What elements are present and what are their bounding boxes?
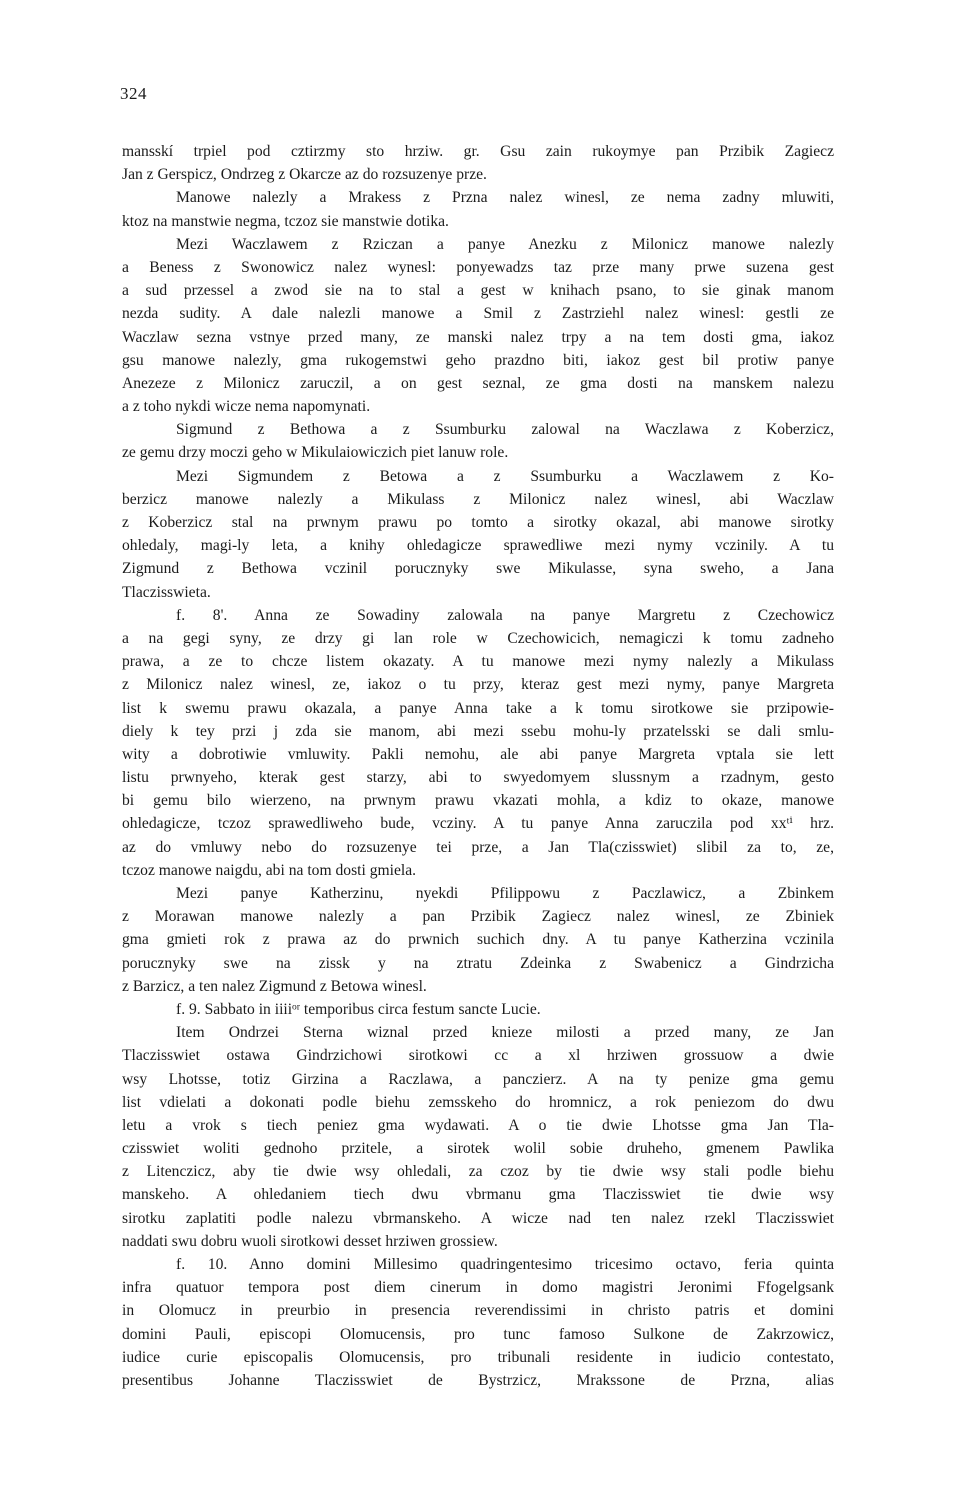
- text-line: list vdielati a dokonati podle biehu zemsskeho do hromnicz, a rok peniezom do dwu: [122, 1093, 834, 1111]
- text-line: z Koberzicz stal na prwnym prawu po tomto a sirotky okazal, abi manowe sirotky: [122, 514, 834, 531]
- text-line: Waczlaw sezna vstnye przed many, ze manski nalez trpy a na tem dosti gma, iakoz: [122, 328, 834, 346]
- text-line: czisswiet woliti gednoho przitele, a sirotek wolil sobie druheho, gmenem Pawlika: [122, 1140, 834, 1158]
- text-line: domini Pauli, episcopi Olomucensis, pro tunc famoso Sulkone de Zakrzowicz,: [122, 1325, 834, 1343]
- text-line: naddati swu dobru wuoli sirotkowi desset hrziwen grossiew.: [122, 1232, 498, 1250]
- text-line: Jan z Gerspicz, Ondrzeg z Okarcze az do rozsuzenye prze.: [122, 166, 487, 184]
- text-line: porucznyky swe na zissk y na ztratu Zdeinka z Swabenicz a Gindrzicha: [122, 954, 834, 972]
- text-line: prawa, a ze to chcze listem okazaty. A tu manowe mezi nymy nalezly a Mikulass: [122, 653, 834, 671]
- text-line: bi gemu bilo wierzeno, na prwnym prawu vkazati mohla, a kdiz to okaze, manowe: [122, 792, 834, 810]
- text-line: sirotku zaplatiti podle nalezu vbrmanskeho. A wicze nad ten nalez rzekl Tlaczisswiet: [122, 1209, 834, 1227]
- text-line: ohledaly, magi-ly leta, a knihy ohledagicze sprawedliwe mezi nymy vczinily. A tu: [122, 537, 834, 555]
- text-line: f. 8'. Anna ze Sowadiny zalowala na panye Margretu z Czechowicz: [176, 606, 834, 624]
- text-line: berzicz manowe nalezly a Mikulass z Milonicz nalez winesl, abi Waczlaw: [122, 490, 834, 508]
- text-line: Sigmund z Bethowa a z Ssumburku zalowal na Waczlawa z Koberzicz,: [176, 421, 834, 439]
- text-line: list k swemu prawu okazala, a panye Anna take a k tomu sirotkowe sie przipowie-: [122, 699, 834, 717]
- text-line: diely k tey przi j zda sie manom, abi mezi ssebu mohu-ly przatelsski se dali smlu-: [122, 722, 834, 740]
- text-line: Manowe nalezly a Mrakess z Przna nalez winesl, ze nema zadny mluwiti,: [176, 189, 834, 207]
- page-number: 324: [120, 84, 147, 103]
- text-line: a sud przessel a zwod sie na to stal a gest w knihach psano, to sie ginak manom: [122, 282, 834, 300]
- text-line: f. 10. Anno domini Millesimo quadringentesimo tricesimo octavo, feria quinta: [176, 1256, 834, 1273]
- text-line: nezda sudity. A dale nalezli manowe a Smil z Zastrziehl nalez winesl: gestli ze: [122, 305, 834, 323]
- text-line: z Litenczicz, aby tie dwie wsy ohledali, za czoz by tie dwie wsy stali podle biehu: [122, 1163, 834, 1181]
- text-line: mansskí trpiel pod cztirzmy sto hrziw. gr. Gsu zain rukoymye pan Przibik Zagiecz: [122, 143, 834, 160]
- text-line: tczoz manowe naigdu, abi na tom dosti gmiela.: [122, 861, 417, 879]
- text-line: Mezi Waczlawem z Rziczan a panye Anezku z Milonicz manowe nalezly: [176, 235, 834, 253]
- text-line: Item Ondrzei Sterna wiznal przed knieze milosti a przed many, ze Jan: [176, 1024, 834, 1042]
- text-line: iudice curie episcopalis Olomucensis, pro tribunali residente in iudicio contestato,: [122, 1348, 834, 1366]
- text-line: z Barzicz, a ten nalez Zigmund z Betowa winesl.: [122, 977, 427, 995]
- text-line: presentibus Johanne Tlaczisswiet de Bystrzicz, Mrakssone de Przna, alias: [122, 1371, 834, 1389]
- text-line: ze gemu drzy moczi geho w Mikulaiowiczich piet lanuw role.: [122, 444, 509, 462]
- text-line: in Olomucz in preurbio in presencia reverendissimi in christo patris et domini: [122, 1302, 834, 1320]
- text-line: Tlaczisswiet ostawa Gindrzichowi sirotkowi cc a xl hrziwen grossuow a dwie: [122, 1047, 834, 1065]
- text-line: Mezi Sigmundem z Betowa a z Ssumburku a Waczlawem z Ko-: [176, 467, 834, 485]
- text-line: z Morawan manowe nalezly a pan Przibik Zagiecz nalez winesl, ze Zbiniek: [122, 908, 834, 926]
- text-line: infra quatuor tempora post diem cinerum in domo magistri Jeronimi Ffogelgsank: [122, 1279, 834, 1297]
- text-line: wity a dobrotiwie vmluwity. Pakli nemohu, ale abi panye Margreta vptala sie lett: [122, 745, 834, 763]
- text-line: Zigmund z Bethowa vczinil porucznyky swe Mikulasse, syna sweho, a Jana: [122, 560, 834, 578]
- text-line: a na gegi syny, ze drzy gi lan role w Czechowicich, nemagiczi k tomu zadneho: [122, 629, 834, 647]
- text-line: f. 9. Sabbato in iiiiᵒʳ temporibus circa festum sancte Lucie.: [176, 1000, 541, 1018]
- text-line: listu prwnyeho, kterak gest starzy, abi to swyedomyem slussnym a rzadnym, gesto: [122, 769, 834, 787]
- text-line: az do vmluwy nebo do rozsuzenye tei prze, a Jan Tla(czisswiet) slibil za to, ze,: [122, 838, 834, 856]
- text-line: z Milonicz nalez winesl, ze, iakoz o tu przy, kteraz gest mezi nymy, panye Margreta: [122, 676, 834, 694]
- text-line: a Beness z Swonowicz nalez wynesl: ponyewadzs taz prze many prwe suzena gest: [122, 258, 834, 276]
- text-line: gsu manowe nalezly, gma rukogemstwi geho prazdno biti, iakoz gest bil protiw panye: [122, 351, 834, 369]
- text-line: gma gmieti rok z prawa az do prwnich suchich dny. A tu panye Katherzina vczinila: [122, 931, 834, 949]
- text-line: ohledagicze, tczoz sprawedliweho bude, vcziny. A tu panye Anna zaruczila pod xxᵗⁱ hrz.: [122, 815, 834, 833]
- text-line: a z toho nykdi wicze nema napomynati.: [122, 398, 371, 416]
- text-line: letu a vrok s tiech peniez gma wydawati. A o tie dwie Lhotsse gma Jan Tla-: [122, 1116, 834, 1134]
- text-line: wsy Lhotsse, totiz Girzina a Raczlawa, a panczierz. A na ty penize gma gemu: [122, 1070, 834, 1088]
- text-line: Tlaczisswieta.: [122, 583, 211, 601]
- body-text: [122, 140, 834, 1392]
- text-line: ktoz na manstwie negma, tczoz sie manstwie dotika.: [122, 212, 449, 230]
- text-line: manskeho. A ohledaniem tiech dwu vbrmanu gma Tlaczisswiet tie dwie wsy: [122, 1186, 834, 1204]
- text-line: Anezeze z Milonicz zaruczil, a on gest seznal, ze gma dosti na manskem nalezu: [122, 374, 834, 392]
- text-line: Mezi panye Katherzinu, nyekdi Pfilippowu z Paczlawicz, a Zbinkem: [176, 885, 834, 902]
